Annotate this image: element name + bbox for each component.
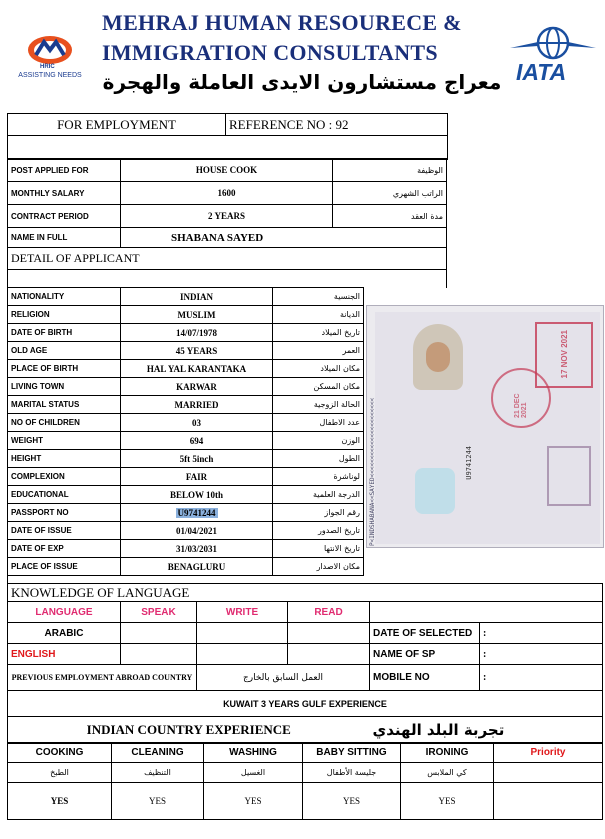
skill-cleaning-value: YES — [112, 783, 204, 820]
iata-text: IATA — [516, 59, 567, 85]
educationalar: الدرجة العلمية — [273, 486, 364, 504]
applicant-row — [8, 306, 364, 324]
sp-name-sep: : — [480, 644, 603, 665]
applicant-row — [8, 288, 364, 306]
place-of-issuevalue: BENAGLURU — [121, 558, 273, 576]
contract-ar: مدة العقد — [333, 205, 447, 228]
reference-number: REFERENCE NO : 92 — [226, 114, 448, 136]
stamp-date-1: 17 NOV 2021 — [559, 330, 569, 379]
skill-cooking-ar: الطبخ — [8, 763, 112, 783]
date-selected-sep: : — [480, 623, 603, 644]
date-of-birthlabel: DATE OF BIRTH — [8, 324, 121, 342]
complexionar: لوناشرة — [273, 468, 364, 486]
skill-ironing-ar: كي الملابس — [401, 763, 494, 783]
place-of-birthar: مكان الميلاد — [273, 360, 364, 378]
old-agelabel: OLD AGE — [8, 342, 121, 360]
educationallabel: EDUCATIONAL — [8, 486, 121, 504]
marital-statusvalue: MARRIED — [121, 396, 273, 414]
mobile-label: MOBILE NO — [370, 665, 480, 691]
priority-ar-empty — [494, 763, 603, 783]
skill-cooking-value: YES — [8, 783, 112, 820]
salary-ar: الراتب الشهري — [333, 182, 447, 205]
old-agear: العمر — [273, 342, 364, 360]
lang-col-language: LANGUAGE — [8, 602, 121, 623]
applicant-row — [8, 450, 364, 468]
applicant-row — [8, 414, 364, 432]
gulf-experience: KUWAIT 3 YEARS GULF EXPERIENCE — [8, 691, 603, 717]
complexionvalue: FAIR — [121, 468, 273, 486]
for-employment: FOR EMPLOYMENT — [8, 114, 226, 136]
no-of-childrenar: عدد الاطفال — [273, 414, 364, 432]
living-townar: مكان المسكن — [273, 378, 364, 396]
salary-value: 1600 — [121, 182, 333, 205]
date-of-issuelabel: DATE OF ISSUE — [8, 522, 121, 540]
applicant-row — [8, 522, 364, 540]
old-agevalue: 45 YEARS — [121, 342, 273, 360]
applicant-row — [8, 378, 364, 396]
applicant-row — [8, 504, 364, 522]
place-of-issuelabel: PLACE OF ISSUE — [8, 558, 121, 576]
religionlabel: RELIGION — [8, 306, 121, 324]
applicant-row — [8, 396, 364, 414]
lang-col-read: READ — [288, 602, 370, 623]
prev-employment-ar: العمل السابق بالخارج — [197, 665, 370, 691]
nationalitylabel: NATIONALITY — [8, 288, 121, 306]
post-value: HOUSE COOK — [121, 159, 333, 182]
skills-table — [7, 742, 603, 820]
place-of-birthvalue: HAL YAL KARANTAKA — [121, 360, 273, 378]
name-label: NAME IN FULL — [8, 228, 121, 248]
india-experience-heading: INDIAN COUNTRY EXPERIENCE — [8, 717, 370, 744]
company-title-arabic: معراج مستشارون الايدى العاملة والهجرة — [102, 70, 502, 94]
lang-row-english: ENGLISH — [8, 644, 121, 665]
sp-name-label: NAME OF SP — [370, 644, 480, 665]
passport-novalue — [121, 504, 273, 522]
date-selected-label: DATE OF SELECTED — [370, 623, 480, 644]
prev-employment-label: PREVIOUS EMPLOYMENT ABROAD COUNTRY — [8, 665, 197, 691]
date-of-birthar: تاريخ الميلاد — [273, 324, 364, 342]
no-of-childrenlabel: NO OF CHILDREN — [8, 414, 121, 432]
heightlabel: HEIGHT — [8, 450, 121, 468]
nationalityvalue: INDIAN — [121, 288, 273, 306]
date-of-birthvalue: 14/07/1978 — [121, 324, 273, 342]
post-ar: الوظيفة — [333, 159, 447, 182]
living-townvalue: KARWAR — [121, 378, 273, 396]
applicant-row — [8, 342, 364, 360]
stamp-date-2: 21 DEC 2021 — [514, 393, 528, 418]
date-of-issuear: تاريخ الصدور — [273, 522, 364, 540]
place-of-issuear: مكان الاصدار — [273, 558, 364, 576]
no-of-childrenvalue: 03 — [121, 414, 273, 432]
skill-washing-ar: الغسيل — [204, 763, 303, 783]
skill-baby-sitting-value: YES — [303, 783, 401, 820]
mobile-sep: : — [480, 665, 603, 691]
passport-hologram — [415, 468, 455, 514]
skill-washing-value: YES — [204, 783, 303, 820]
skill-washing: WASHING — [204, 743, 303, 763]
passport-no-highlight: U9741244 — [177, 507, 216, 518]
applicant-row — [8, 558, 364, 576]
skill-ironing-value: YES — [401, 783, 494, 820]
passport-photo — [366, 305, 604, 548]
priority-label: Priority — [494, 743, 603, 763]
priority-value-empty — [494, 783, 603, 820]
educationalvalue: BELOW 10th — [121, 486, 273, 504]
passport-number-text: U9741244 — [465, 446, 473, 480]
applicant-row — [8, 360, 364, 378]
skill-baby-sitting: BABY SITTING — [303, 743, 401, 763]
passport-nolabel: PASSPORT NO — [8, 504, 121, 522]
lang-col-speak: SPEAK — [121, 602, 197, 623]
date-of-expvalue: 31/03/2031 — [121, 540, 273, 558]
heightar: الطول — [273, 450, 364, 468]
iata-logo — [508, 26, 598, 86]
name-value: SHABANA SAYED — [121, 228, 447, 248]
contract-value: 2 YEARS — [121, 205, 333, 228]
applicant-row — [8, 432, 364, 450]
date-of-explabel: DATE OF EXP — [8, 540, 121, 558]
skill-ironing: IRONING — [401, 743, 494, 763]
religionvalue: MUSLIM — [121, 306, 273, 324]
living-townlabel: LIVING TOWN — [8, 378, 121, 396]
applicant-table — [7, 287, 364, 576]
weightar: الوزن — [273, 432, 364, 450]
logo-tagline: ASSISTING NEEDS — [18, 72, 82, 79]
passport-mrz: P<INDSHABANA<<SAYED<<<<<<<<<<<<<<<<<<<<<< — [369, 397, 376, 546]
language-table — [7, 583, 603, 744]
skill-baby-sitting-ar: جليسة الأطفال — [303, 763, 401, 783]
marital-statuslabel: MARITAL STATUS — [8, 396, 121, 414]
complexionlabel: COMPLEXION — [8, 468, 121, 486]
passport-stamp-3 — [547, 446, 591, 506]
applicant-row — [8, 486, 364, 504]
lang-row-arabic: ARABIC — [8, 623, 121, 644]
company-title-line1: MEHRAJ HUMAN RESOURECE & — [102, 10, 462, 35]
skill-cooking: COOKING — [8, 743, 112, 763]
skill-cleaning: CLEANING — [112, 743, 204, 763]
job-table — [7, 158, 447, 288]
lang-col-write: WRITE — [197, 602, 288, 623]
place-of-birthlabel: PLACE OF BIRTH — [8, 360, 121, 378]
date-of-issuevalue: 01/04/2021 — [121, 522, 273, 540]
nationalityar: الجنسية — [273, 288, 364, 306]
marital-statusar: الحالة الزوجية — [273, 396, 364, 414]
passport-face — [413, 324, 463, 390]
applicant-row — [8, 324, 364, 342]
weightlabel: WEIGHT — [8, 432, 121, 450]
india-experience-ar: تجربة البلد الهندي — [370, 717, 603, 744]
passport-noar: رقم الجواز — [273, 504, 364, 522]
skill-cleaning-ar: التنظيف — [112, 763, 204, 783]
heightvalue: 5ft 5inch — [121, 450, 273, 468]
applicant-row — [8, 468, 364, 486]
religionar: الديانة — [273, 306, 364, 324]
post-label: POST APPLIED FOR — [8, 159, 121, 182]
applicant-row — [8, 540, 364, 558]
company-logo — [14, 33, 86, 81]
contract-label: CONTRACT PERIOD — [8, 205, 121, 228]
language-heading: KNOWLEDGE OF LANGUAGE — [8, 584, 370, 602]
date-of-expar: تاريخ الانتها — [273, 540, 364, 558]
company-title-line2: IMMIGRATION CONSULTANTS — [102, 40, 438, 65]
passport-stamp-2 — [491, 368, 551, 428]
logo-text: HRIC — [40, 64, 55, 70]
weightvalue: 694 — [121, 432, 273, 450]
detail-heading: DETAIL OF APPLICANT — [8, 248, 447, 270]
top-reference-table — [7, 113, 603, 160]
salary-label: MONTHLY SALARY — [8, 182, 121, 205]
